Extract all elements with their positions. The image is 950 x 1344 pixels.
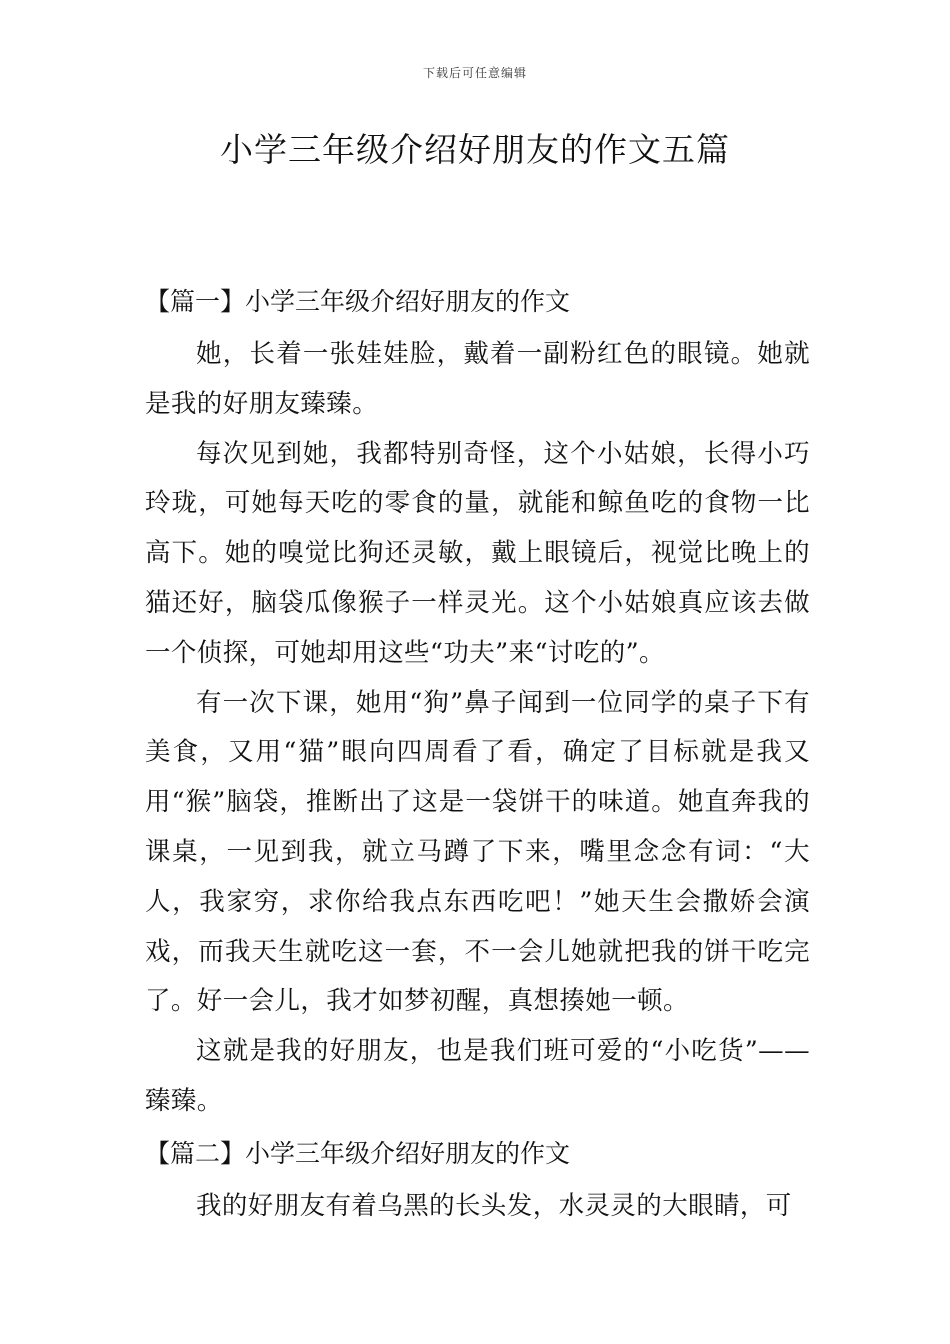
page-header-note: 下载后可任意编辑 (422, 66, 527, 80)
document-title: 小学三年级介绍好朋友的作文五篇 (220, 130, 730, 169)
paragraph: 有一次下课，她用“狗”鼻子闻到一位同学的桌子下有美食，又用“猫”眼向四周看了看，确定了目标就是我又用“猴”脑袋，推断出了这是一袋饼干的味道。她直奔我的课桌，一见到我，就立马蹲了下来，嘴里念念有词：“大人，我家穷，求你给我点东西吃吧！”她天生会撒娇会演戏，而我天生就吃这一套，不一会儿她就把我的饼干吃完了。好一会儿，我才如梦初醒，真想揍她一顿。 (145, 687, 810, 1017)
section-heading: 【篇一】小学三年级介绍好朋友的作文 (145, 287, 571, 316)
paragraph: 每次见到她，我都特别奇怪，这个小姑娘，长得小巧玲珑，可她每天吃的零食的量，就能和鲸鱼吃的食物一比高下。她的嗅觉比狗还灵敏，戴上眼镜后，视觉比晚上的猫还好，脑袋瓜像猴子一样灵光。这个小姑娘真应该去做一个侦探，可她却用这些“功夫”来“讨吃的”。 (145, 438, 810, 668)
paragraph: 我的好朋友有着乌黑的长头发，水灵灵的大眼睛，可 (196, 1190, 792, 1221)
section-heading: 【篇二】小学三年级介绍好朋友的作文 (145, 1138, 571, 1168)
document-body (145, 279, 810, 1232)
paragraph: 她，长着一张娃娃脸，戴着一副粉红色的眼镜。她就是我的好朋友臻臻。 (145, 339, 810, 419)
paragraph: 这就是我的好朋友，也是我们班可爱的“小吃货”——臻臻。 (145, 1036, 810, 1116)
